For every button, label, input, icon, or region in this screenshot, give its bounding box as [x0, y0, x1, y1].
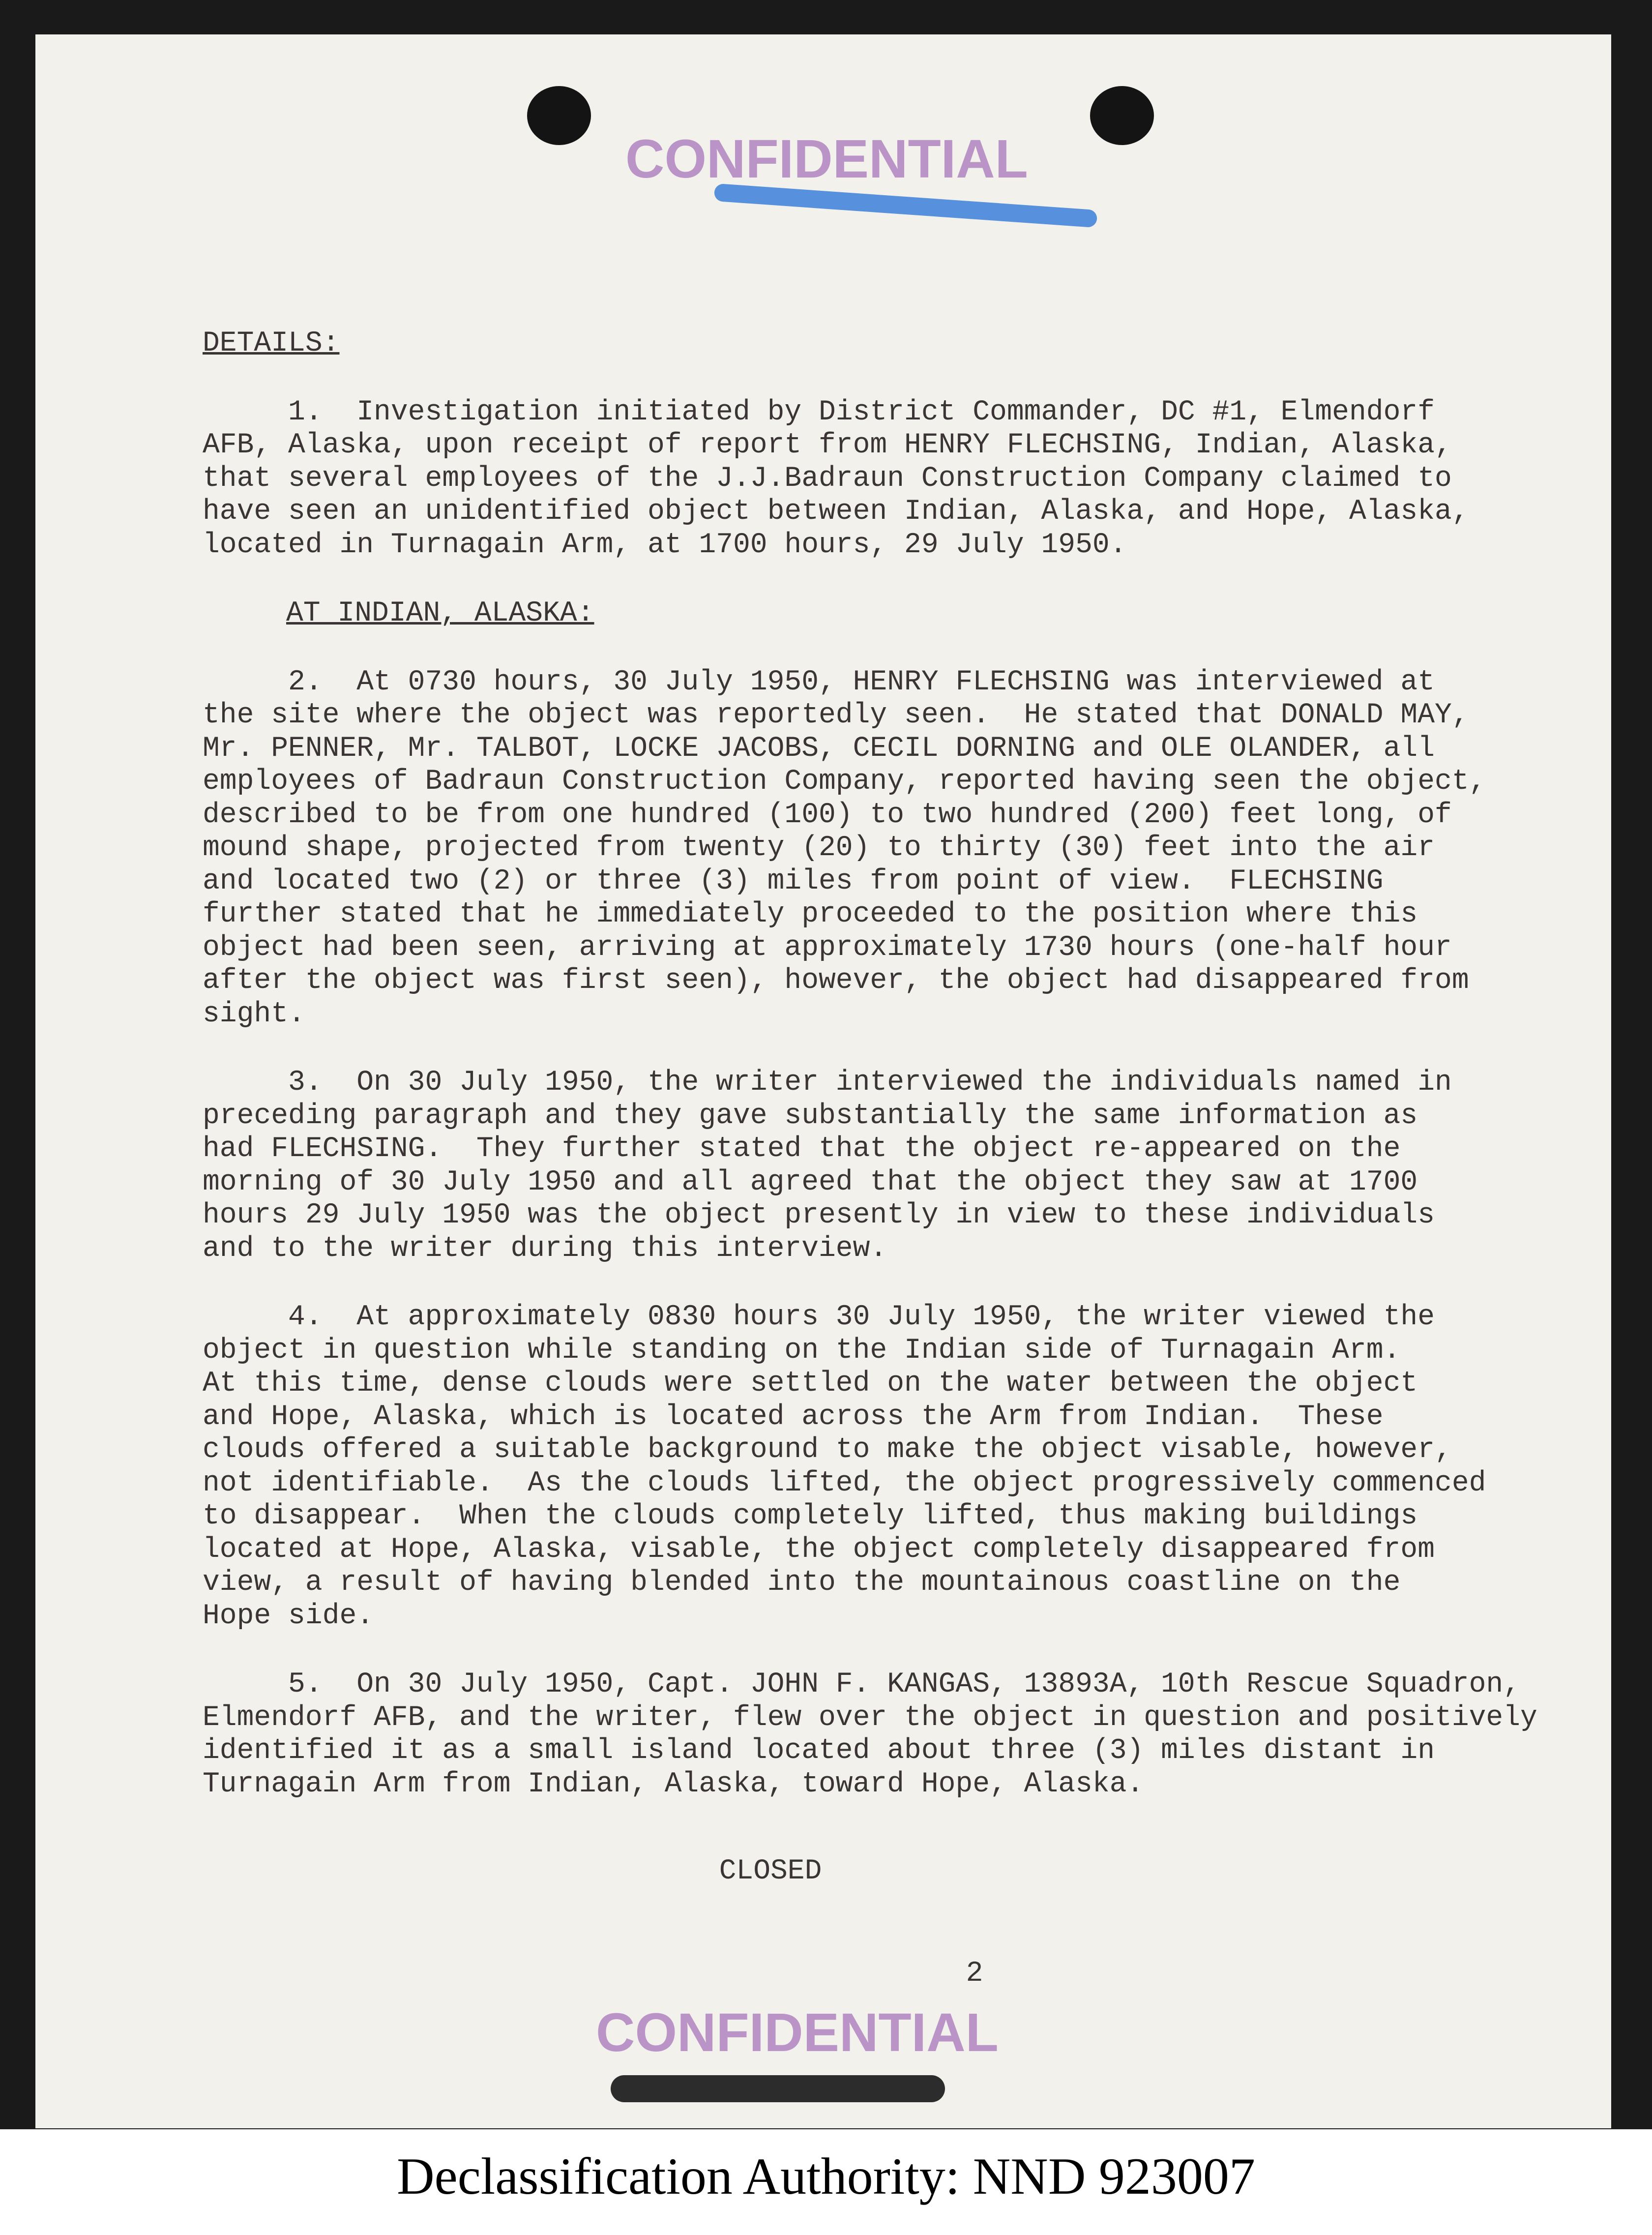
- details-heading: DETAILS:: [203, 328, 340, 359]
- page-number: 2: [966, 1957, 983, 1990]
- text-line: 3. On 30 July 1950, the writer interviewed the individuals named in: [203, 1067, 1452, 1099]
- text-line: not identifiable. As the clouds lifted, the object progressively commenced: [203, 1467, 1486, 1499]
- paragraph-4: [203, 1301, 1530, 1633]
- section-heading: [203, 597, 1530, 630]
- text-line: further stated that he immediately proceeded to the position where this: [203, 898, 1418, 930]
- text-line: after the object was first seen), however, the object had disappeared from: [203, 965, 1469, 997]
- page-number-block: [203, 1957, 1652, 1991]
- document-body: [203, 327, 1537, 1990]
- text-line: and Hope, Alaska, which is located across the Arm from Indian. These: [203, 1401, 1384, 1433]
- text-line: hours 29 July 1950 was the object presently in view to these individuals: [203, 1199, 1435, 1231]
- declassification-caption: Declassification Authority: NND 923007: [397, 2147, 1255, 2205]
- text-line: to disappear. When the clouds completely lifted, thus making buildings: [203, 1500, 1418, 1532]
- text-line: morning of 30 July 1950 and all agreed that the object they saw at 1700: [203, 1166, 1418, 1198]
- text-line: Hope side.: [203, 1600, 374, 1632]
- text-line: located in Turnagain Arm, at 1700 hours, 29 July 1950.: [203, 529, 1127, 561]
- text-line: mound shape, projected from twenty (20) to thirty (30) feet into the air: [203, 832, 1435, 864]
- text-line: 4. At approximately 0830 hours 30 July 1950, the writer viewed the: [203, 1301, 1435, 1333]
- text-line: object had been seen, arriving at approximately 1730 hours (one-half hour: [203, 931, 1452, 964]
- text-line: that several employees of the J.J.Badraun Construction Company claimed to: [203, 462, 1452, 495]
- at-indian-heading: AT INDIAN, ALASKA:: [286, 597, 594, 629]
- paragraph-3: [203, 1066, 1530, 1265]
- text-line: employees of Badraun Construction Company, reported having seen the object,: [203, 766, 1486, 798]
- text-line: described to be from one hundred (100) to two hundred (200) feet long, of: [203, 799, 1452, 831]
- text-line: Turnagain Arm from Indian, Alaska, toward Hope, Alaska.: [203, 1768, 1144, 1800]
- confidential-stamp-bottom: CONFIDENTIAL: [596, 2002, 999, 2063]
- text-line: AFB, Alaska, upon receipt of report from HENRY FLECHSING, Indian, Alaska,: [203, 429, 1452, 461]
- text-line: the site where the object was reportedly seen. He stated that DONALD MAY,: [203, 699, 1469, 731]
- text-line: view, a result of having blended into the mountainous coastline on the: [203, 1567, 1401, 1599]
- punch-hole: [1090, 86, 1154, 145]
- text-line: Mr. PENNER, Mr. TALBOT, LOCKE JACOBS, CECIL DORNING and OLE OLANDER, all: [203, 732, 1435, 765]
- text-line: At this time, dense clouds were settled on the water between the object: [203, 1368, 1418, 1400]
- text-line: 2. At 0730 hours, 30 July 1950, HENRY FLECHSING was interviewed at: [203, 666, 1435, 698]
- text-line: and located two (2) or three (3) miles from point of view. FLECHSING: [203, 865, 1384, 897]
- closed-block: [203, 1855, 1338, 1888]
- text-line: have seen an unidentified object between Indian, Alaska, and Hope, Alaska,: [203, 496, 1469, 528]
- text-line: identified it as a small island located about three (3) miles distant in: [203, 1735, 1435, 1767]
- closed-label: CLOSED: [719, 1855, 822, 1887]
- paragraph-5: [203, 1668, 1537, 1801]
- text-line: 5. On 30 July 1950, Capt. JOHN F. KANGAS, 13893A, 10th Rescue Squadron,: [203, 1669, 1521, 1700]
- text-line: sight.: [203, 998, 305, 1030]
- text-line: located at Hope, Alaska, visable, the object completely disappeared from: [203, 1533, 1435, 1566]
- text-line: had FLECHSING. They further stated that the object re-appeared on the: [203, 1133, 1401, 1165]
- text-line: clouds offered a suitable background to make the object visable, however,: [203, 1434, 1452, 1466]
- paragraph-1: [203, 396, 1530, 562]
- redaction-bar: [611, 2075, 945, 2102]
- confidential-stamp-top: CONFIDENTIAL: [625, 129, 1028, 189]
- paragraph-2: [203, 666, 1530, 1031]
- text-line: preceding paragraph and they gave substantially the same information as: [203, 1100, 1418, 1132]
- punch-hole: [527, 86, 591, 145]
- text-line: and to the writer during this interview.: [203, 1232, 887, 1265]
- text-line: 1. Investigation initiated by District Commander, DC #1, Elmendorf: [203, 396, 1435, 428]
- text-line: object in question while standing on the Indian side of Turnagain Arm.: [203, 1334, 1401, 1367]
- text-line: Elmendorf AFB, and the writer, flew over the object in question and positively: [203, 1701, 1537, 1734]
